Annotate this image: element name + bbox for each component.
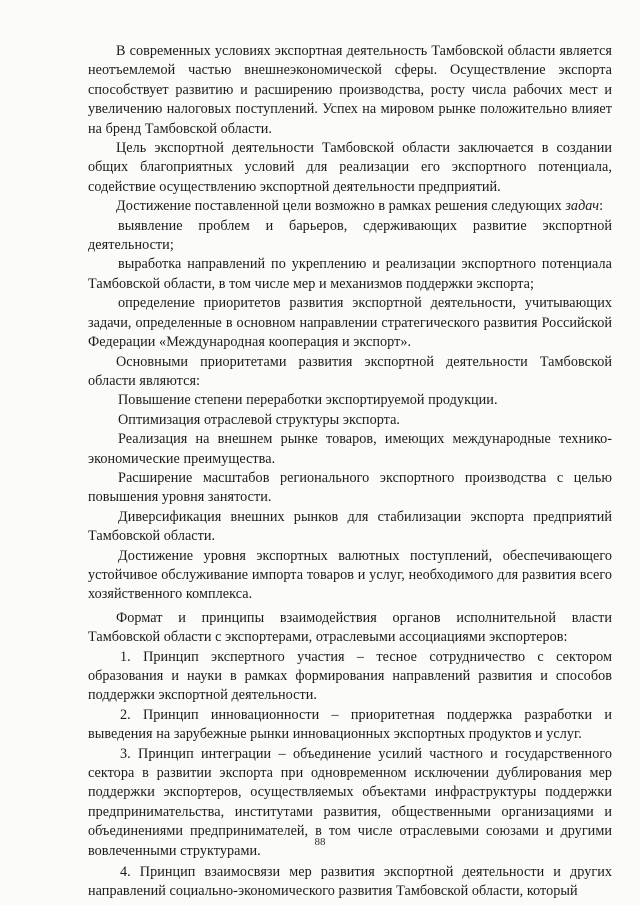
paragraph-goal: Цель экспортной деятельности Тамбовской области заключается в создании общих благоприятных условий для реализации его экспортного потенциала, содействие осуществлению экспортной деятельности предприятий. <box>88 140 612 195</box>
paragraph-principles-intro: Формат и принципы взаимодействия органов исполнительной власти Тамбовской области с экспортерами, отраслевыми ассоциациями экспортеров: <box>88 609 612 646</box>
priority-item: Реализация на внешнем рынке товаров, имеющих международные технико-экономические преимущества. <box>88 431 612 467</box>
principle-item: 2. Принцип инновационности – приоритетная поддержка разработки и выведения на зарубежные рынки инновационных экспортных продуктов и услуг. <box>88 706 612 743</box>
paragraph-tasks-intro: Достижение поставленной цели возможно в рамках решения следующих задач: <box>116 198 604 215</box>
priority-item: Повышение степени переработки экспортируемой продукции. <box>118 392 498 409</box>
task-item: выявление проблем и барьеров, сдерживающих развитие экспортной деятельности; <box>88 217 612 254</box>
page-number: 88 <box>314 836 326 848</box>
paragraph-intro: В современных условиях экспортная деятельность Тамбовской области является неотъемлемой частью внешнеэкономической сферы. Осуществление экспорта способствует развитию и расширению производства, росту числа рабочих мест и увеличению налоговых поступлений. Успех на мировом рынке положительно влияет на бренд Тамбовской области. <box>88 43 612 137</box>
priority-item: Достижение уровня экспортных валютных поступлений, обеспечивающего устойчивое обслуживание импорта товаров и услуг, необходимого для развития всего хозяйственного комплекса. <box>88 547 612 603</box>
task-item: определение приоритетов развития экспортной деятельности, учитывающих задачи, определенные в основном направлении стратегического развития Российской Федерации «Международная кооперация и экспорт». <box>88 295 612 351</box>
paragraph-priorities-intro: Основными приоритетами развития экспортной деятельности Тамбовской области являются: <box>88 353 612 389</box>
tasks-word: задач <box>565 198 600 215</box>
priority-item: Оптимизация отраслевой структуры экспорта. <box>118 411 401 428</box>
task-item: выработка направлений по укреплению и реализации экспортного потенциала Тамбовской области, в том числе мер и механизмов поддержки экспорта; <box>88 256 612 292</box>
body-text <box>88 42 612 902</box>
principle-item: 3. Принцип интеграции – объединение усилий частного и государственного сектора в развитии экспорта при одновременном исключении дублирования мер поддержки экспортеров, осуществляемых объектами инфраструктуры поддержки предпринимательства, институтами развития, общественными организациями и объединениями предпринимателей, в том числе отраслевыми союзами и другими вовлеченными структурами. <box>88 745 612 859</box>
priority-item: Расширение масштабов регионального экспортного производства с целью повышения уровня занятости. <box>88 469 612 506</box>
principle-item: 4. Принцип взаимосвязи мер развития экспортной деятельности и других направлений социально-экономического развития Тамбовской области, который <box>88 864 612 900</box>
priority-item: Диверсификация внешних рынков для стабилизации экспорта предприятий Тамбовской области. <box>88 508 612 545</box>
principle-item: 1. Принцип экспертного участия – тесное сотрудничество с сектором образования и науки в рамках формирования направлений развития и способов поддержки экспортной деятельности. <box>88 648 612 704</box>
